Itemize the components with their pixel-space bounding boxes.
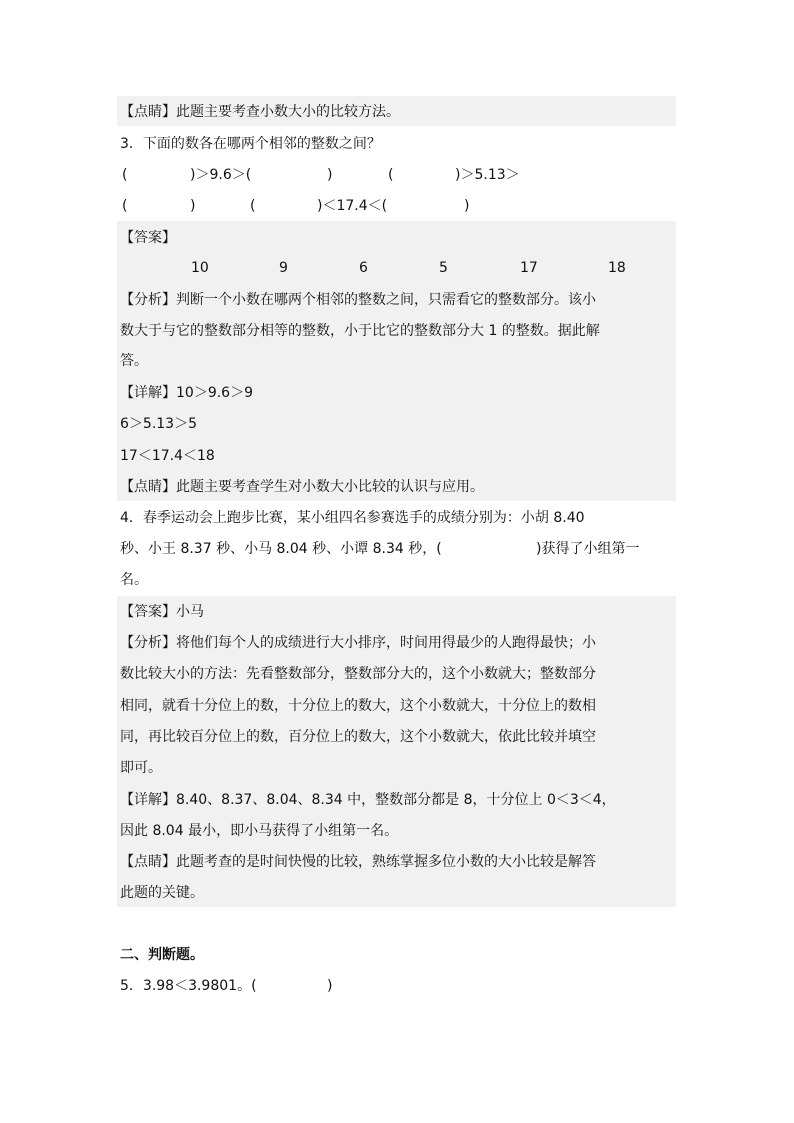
q3-xiangjie-line-2: 6＞5.13＞5	[120, 416, 197, 432]
q4-dianjing-line-2: 此题的关键。	[120, 885, 204, 901]
q3-row2-blank-a-close: )	[190, 198, 196, 214]
q3-fenxi-line-3: 答。	[120, 353, 148, 369]
section-2-title: 二、判断题。	[120, 947, 204, 963]
q3-answer-2: 9	[279, 260, 288, 276]
q3-row1-blank-c-close: )＞5.13＞	[455, 167, 520, 183]
q4-dianjing-line-1: 【点睛】此题考查的是时间快慢的比较，熟练掌握多位小数的大小比较是解答	[120, 854, 596, 870]
q5-stem: 5．3.98＜3.9801。(	[120, 978, 257, 994]
q4-fenxi-line-5: 即可。	[120, 760, 162, 776]
q3-answer-label: 【答案】	[120, 230, 176, 246]
q3-dianjing: 【点睛】此题主要考查学生对小数大小比较的认识与应用。	[120, 479, 484, 495]
q4-stem-line-1: 4．春季运动会上跑步比赛，某小组四名参赛选手的成绩分别为：小胡 8.40	[120, 510, 585, 526]
q3-row1-blank-b-close: )	[327, 167, 333, 183]
q3-answer-1: 10	[191, 260, 209, 276]
q3-xiangjie-line-3: 17＜17.4＜18	[120, 448, 215, 464]
q4-fenxi-line-1: 【分析】将他们每个人的成绩进行大小排序，时间用得最少的人跑得最快；小	[120, 635, 596, 651]
q3-row1-blank-a-open: (	[122, 167, 128, 183]
q4-stem-blank-close: )获得了小组第一	[536, 541, 640, 557]
q3-row1-blank-c-open: (	[388, 167, 394, 183]
q3-answer-6: 18	[608, 260, 626, 276]
q3-row2-blank-a-open: (	[122, 198, 128, 214]
q3-row2-blank-c-close: )	[464, 198, 470, 214]
q3-fenxi-line-2: 数大于与它的整数部分相等的整数，小于比它的整数部分大 1 的整数。据此解	[120, 323, 600, 339]
q5-stem-close: )	[327, 978, 333, 994]
q2-dianjing: 【点睛】此题主要考查小数大小的比较方法。	[120, 104, 400, 120]
q3-answer-4: 5	[439, 260, 448, 276]
q4-fenxi-line-4: 同，再比较百分位上的数，百分位上的数大，这个小数就大，依此比较并填空	[120, 729, 596, 745]
q4-xiangjie-line-2: 因此 8.04 最小，即小马获得了小组第一名。	[120, 823, 399, 839]
q4-stem-line-2: 秒、小王 8.37 秒、小马 8.04 秒、小谭 8.34 秒，(	[120, 541, 442, 557]
q3-answer-5: 17	[520, 260, 538, 276]
q3-xiangjie-line-1: 【详解】10＞9.6＞9	[120, 385, 253, 401]
q4-stem-line-3: 名。	[120, 572, 148, 588]
q3-fenxi-line-1: 【分析】判断一个小数在哪两个相邻的整数之间，只需看它的整数部分。该小	[120, 292, 596, 308]
q4-fenxi-line-3: 相同，就看十分位上的数，十分位上的数大，这个小数就大，十分位上的数相	[120, 698, 596, 714]
q4-xiangjie-line-1: 【详解】8.40、8.37、8.04、8.34 中，整数部分都是 8，十分位上 0＜3＜4，	[120, 792, 616, 808]
q3-row1-blank-a-close: )＞9.6＞(	[190, 167, 252, 183]
q3-answer-3: 6	[359, 260, 368, 276]
q4-fenxi-line-2: 数比较大小的方法：先看整数部分，整数部分大的，这个小数就大；整数部分	[120, 666, 596, 682]
q3-row2-blank-b-close: )＜17.4＜(	[317, 198, 388, 214]
q3-title: 3．下面的数各在哪两个相邻的整数之间？	[120, 136, 381, 152]
q3-row2-blank-b-open: (	[250, 198, 256, 214]
q4-answer: 【答案】小马	[120, 604, 204, 620]
